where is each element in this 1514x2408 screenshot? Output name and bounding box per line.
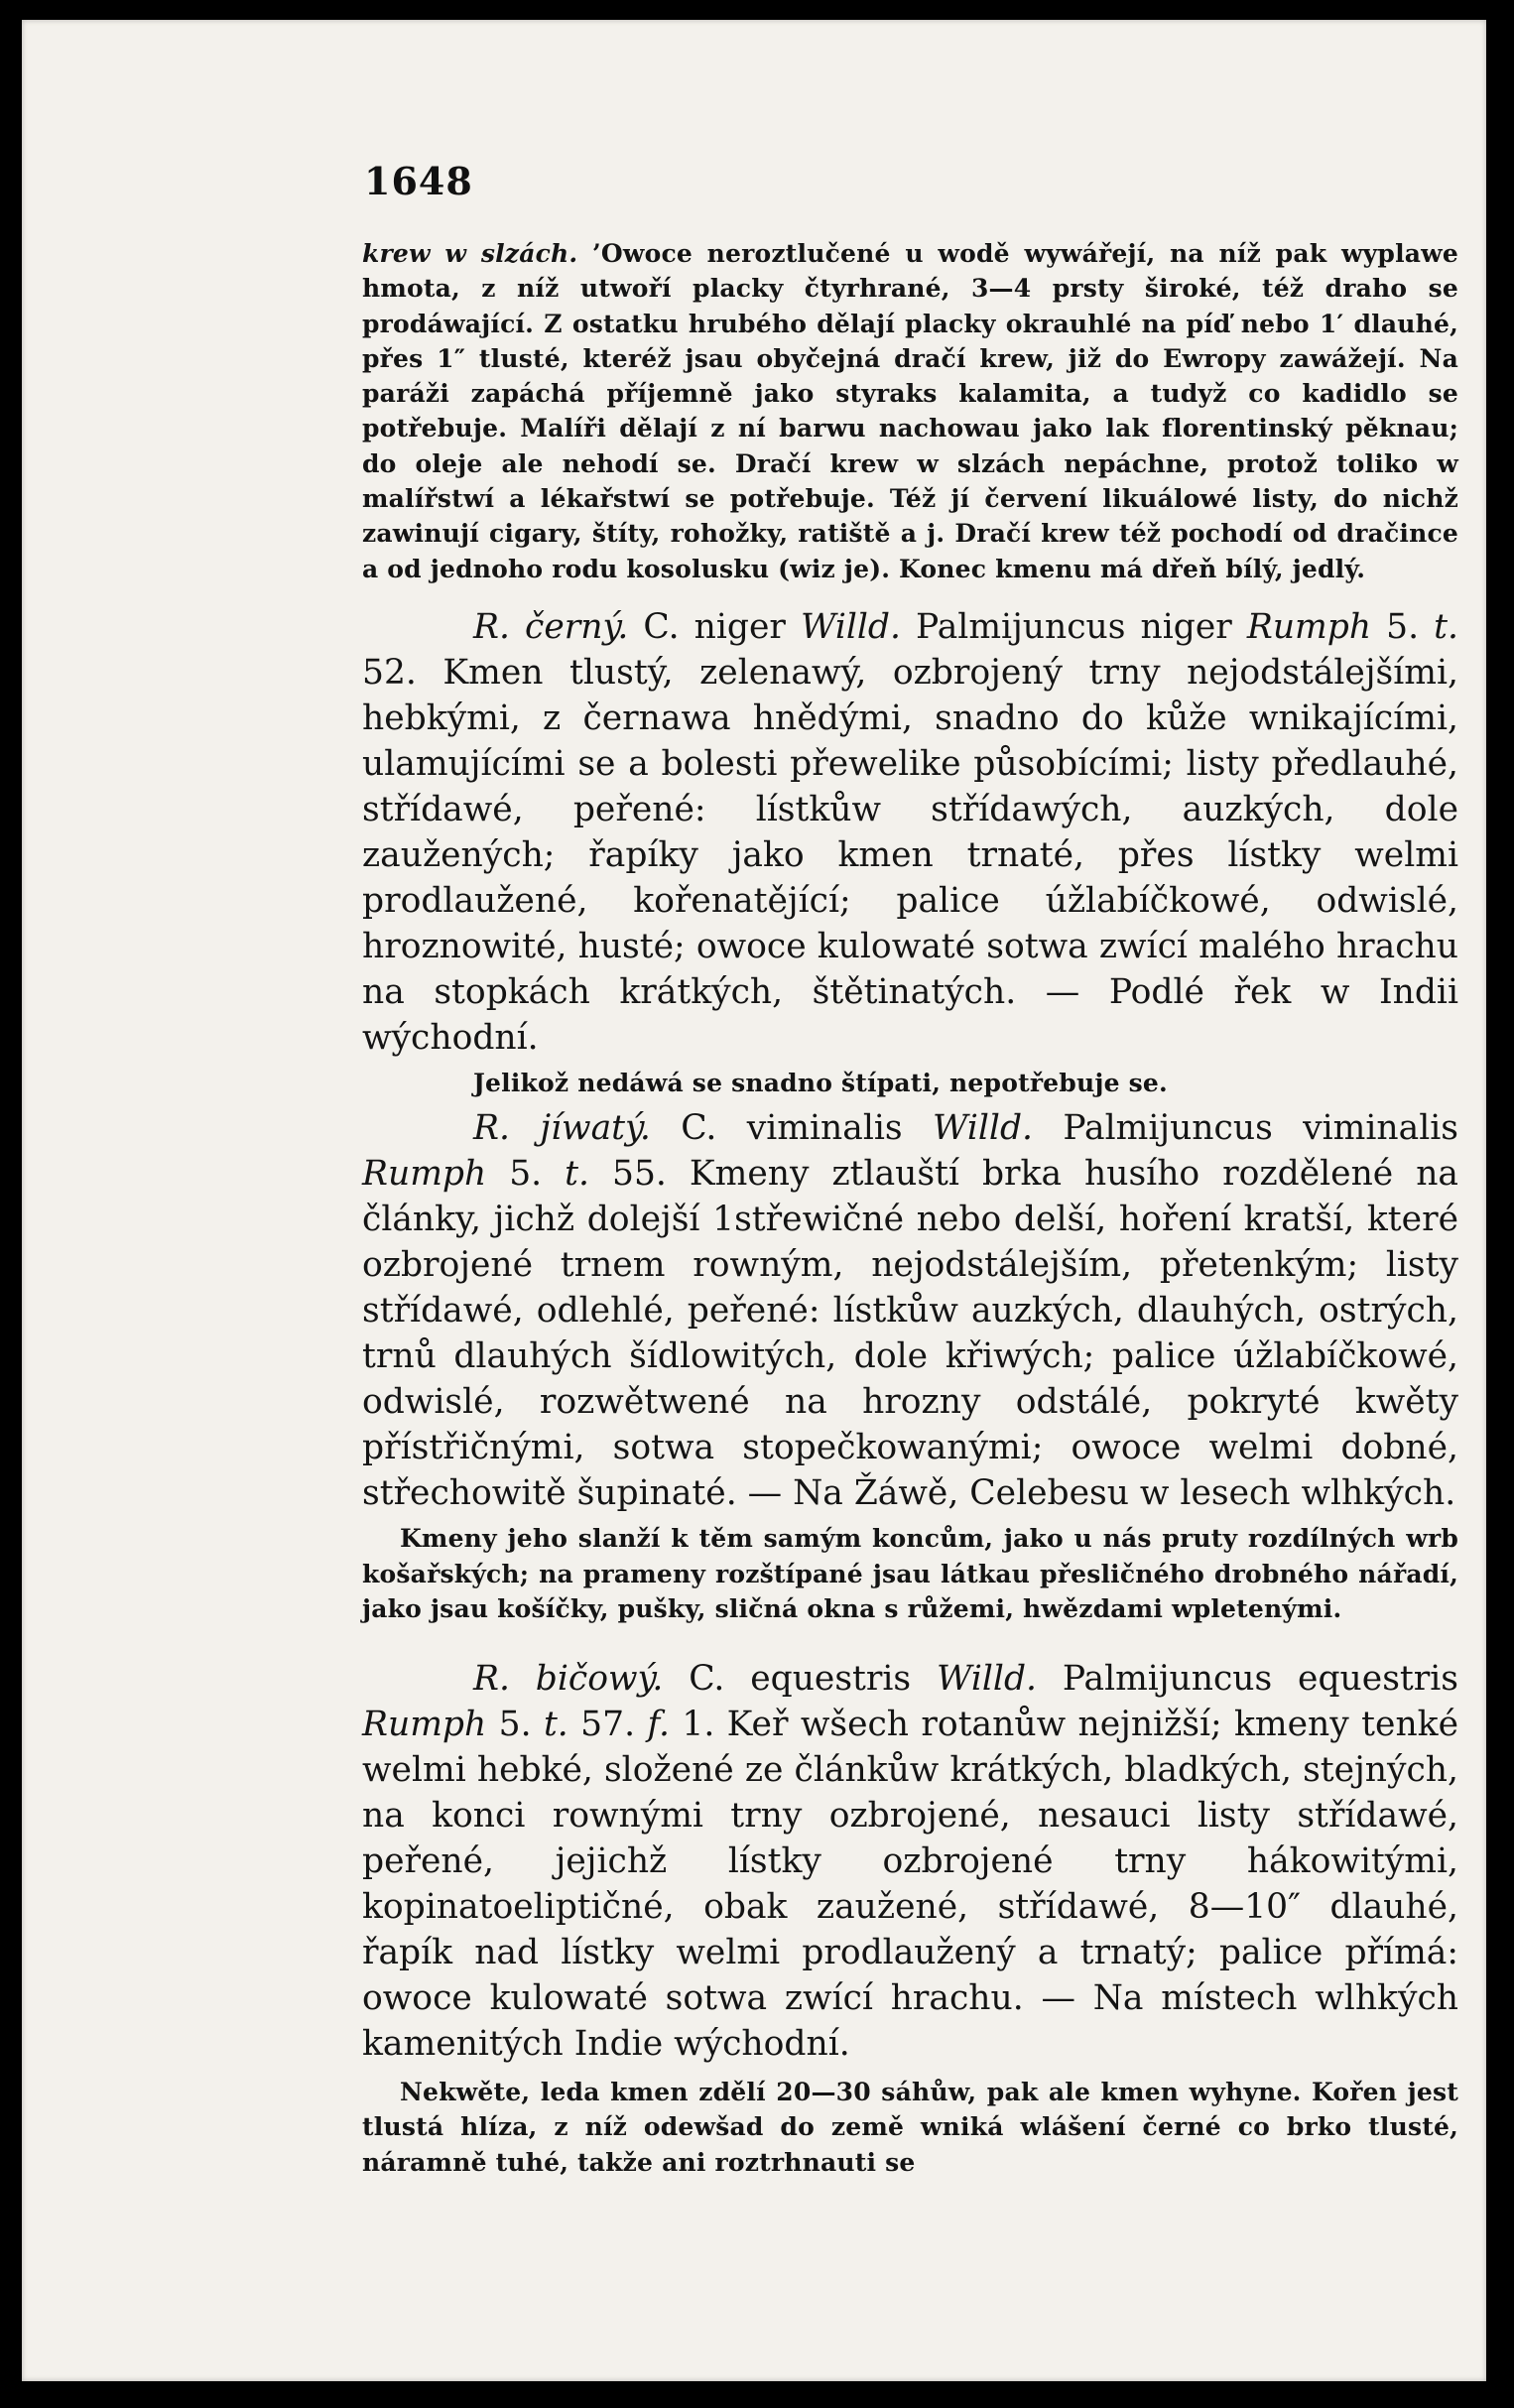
book-page	[22, 20, 1486, 2381]
species-tab: t.	[565, 1154, 589, 1195]
species-authority: Willd.	[936, 1659, 1037, 1700]
species-czech-name: R. bičowý.	[473, 1659, 664, 1700]
intro-note	[362, 236, 1458, 586]
page-text	[362, 236, 1458, 2180]
species-authority: Willd.	[932, 1108, 1033, 1149]
intro-note-lead: krew w slzách.	[362, 239, 578, 268]
species-note: Jelikož nedáwá se snadno štípati, nepotřebuje se.	[473, 1068, 1168, 1097]
species-source: Rumph	[362, 1154, 487, 1195]
species-czech-name: R. jíwatý.	[473, 1108, 651, 1149]
species-description: 52. Kmen tlustý, zelenawý, ozbrojený trny nejodstálejšími, hebkými, z černawa hnědými, snadno do kůže wnikajícími, ulamujícími se a bolesti přewelike působícími; listy předlauhé, střídawé, peřené: lístkůw střídawých, auzkých, dole zaužených; řapíky jako kmen trnaté, přes lístky welmi prodlaužené, kořenatějící; palice úžlabíčkowé, odwislé, hroznowité, husté; owoce kulowaté sotwa zwící malého hrachu na stopkách krátkých, štětinatých. — Podlé řek w Indii wýchodní.	[362, 652, 1458, 1058]
species-entry: R. černý. C. niger Willd. Palmijuncus niger Rumph 5. t. 52. Kmen tlustý, zelenawý, ozbrojený trny nejodstálejšími, hebkými, z černawa hnědými, snadno do kůže wnikajícími, ulamujícími se a bolesti přewelike působícími; listy předlauhé, střídawé, peřené: lístkůw střídawých, auzkých, dole zaužených; řapíky jako kmen trnaté, přes lístky welmi prodlaužené, kořenatějící; palice úžlabíčkowé, odwislé, hroznowité, husté; owoce kulowaté sotwa zwící malého hrachu na stopkách krátkých, štětinatých. — Podlé řek w Indii wýchodní.	[362, 606, 1458, 1058]
species-description: 55. Kmeny ztlauští brka husího rozdělené na články, jichž dolejší 1střewičné nebo delší, hoření kratší, které ozbrojené trnem rowným, nejodstálejším, přetenkým; listy střídawé, odlehlé, peřené: lístkůw auzkých, dlauhých, ostrých, trnů dlauhých šídlowitých, dole křiwých; palice úžlabíčkowé, odwislé, rozwětwené na hrozny odstálé, pokryté kwěty přístřičnými, sotwa stopečkowanými; owoce welmi dobné, střechowitě šupinaté. — Na Žáwě, Celebesu w lesech wlhkých.	[362, 1154, 1459, 1514]
species-description: 1. Keř wšech rotanůw nejnižší; kmeny tenké welmi hebké, složené ze článkůw krátkých, bladkých, stejných, na konci rownými trny ozbrojené, nesauci listy střídawé, peřené, jejichž lístky ozbrojené trny hákowitými, kopinatoeliptičné, obak zaužené, střídawé, 8—10″ dlauhé, řapík nad lístky welmi prodlaužený a trnatý; palice přímá: owoce kulowaté sotwa zwící hrachu. — Na místech wlhkých kamenitých Indie wýchodní.	[362, 1705, 1458, 2065]
species-fig: f.	[647, 1705, 670, 1745]
species-source: Rumph	[1246, 606, 1372, 647]
species-tab: t.	[543, 1705, 568, 1745]
species-entry: R. bičowý. C. equestris Willd. Palmijuncus equestris Rumph 5. t. 57. f. 1. Keř wšech rotanůw nejnižší; kmeny tenké welmi hebké, složené ze článkůw krátkých, bladkých, stejných, na konci rownými trny ozbrojené, nesauci listy střídawé, peřené, jejichž lístky ozbrojené trny hákowitými, kopinatoeliptičné, obak zaužené, střídawé, 8—10″ dlauhé, řapík nad lístky welmi prodlaužený a trnatý; palice přímá: owoce kulowaté sotwa zwící hrachu. — Na místech wlhkých kamenitých Indie wýchodní.	[362, 1659, 1458, 2065]
species-entry: R. jíwatý. C. viminalis Willd. Palmijuncus viminalis Rumph 5. t. 55. Kmeny ztlauští brka husího rozdělené na články, jichž dolejší 1střewičné nebo delší, hoření kratší, které ozbrojené trnem rowným, nejodstálejším, přetenkým; listy střídawé, odlehlé, peřené: lístkůw auzkých, dlauhých, ostrých, trnů dlauhých šídlowitých, dole křiwých; palice úžlabíčkowé, odwislé, rozwětwené na hrozny odstálé, pokryté kwěty přístřičnými, sotwa stopečkowanými; owoce welmi dobné, střechowitě šupinaté. — Na Žáwě, Celebesu w lesech wlhkých.	[362, 1108, 1459, 1514]
species-source: Rumph	[362, 1705, 487, 1745]
species-note: Kmeny jeho slanží k těm samým koncům, jako u nás pruty rozdílných wrb košařských; na prameny rozštípané jsau látkau přesličného drobného nářadí, jako jsau košíčky, pušky, sličná okna s růžemi, hwězdami wpletenými.	[362, 1524, 1458, 1623]
intro-note-body: ’Owoce neroztlučené u wodě wywářejí, na níž pak wyplawe hmota, z níž utwoří placky čtyrhrané, 3—4 prsty široké, též draho se prodáwající. Z ostatku hrubého dělají placky okrauhlé na píď nebo 1′ dlauhé, přes 1″ tlusté, kteréž jsau obyčejná dračí krew, již do Ewropy zawážejí. Na paráži zapáchá příjemně jako styraks kalamita, a tudyž co kadidlo se potřebuje. Malíři dělají z ní barwu nachowau jako lak florentinský pěknau; do oleje ale nehodí se. Dračí krew w slzách nepáchne, protož toliko w malířstwí a lékařstwí se potřebuje. Též jí červení likuálowé listy, do nichž zawinují cigary, štíty, rohožky, ratiště a j. Dračí krew též pochodí od dračince a od jednoho rodu kosolusku (wiz je). Konec kmenu má dřeň bílý, jedlý.	[362, 239, 1459, 583]
species-tab: t.	[1434, 606, 1458, 647]
species-note: Nekwěte, leda kmen zdělí 20—30 sáhůw, pak ale kmen wyhyne. Kořen jest tlustá hlíza, z níž odewšad do země wniká wlášení černé co brko tlusté, náramně tuhé, takže ani roztrhnauti se	[362, 2078, 1458, 2177]
species-authority: Willd.	[800, 606, 901, 647]
page-number: 1648	[364, 159, 473, 203]
species-czech-name: R. černý.	[473, 606, 629, 647]
